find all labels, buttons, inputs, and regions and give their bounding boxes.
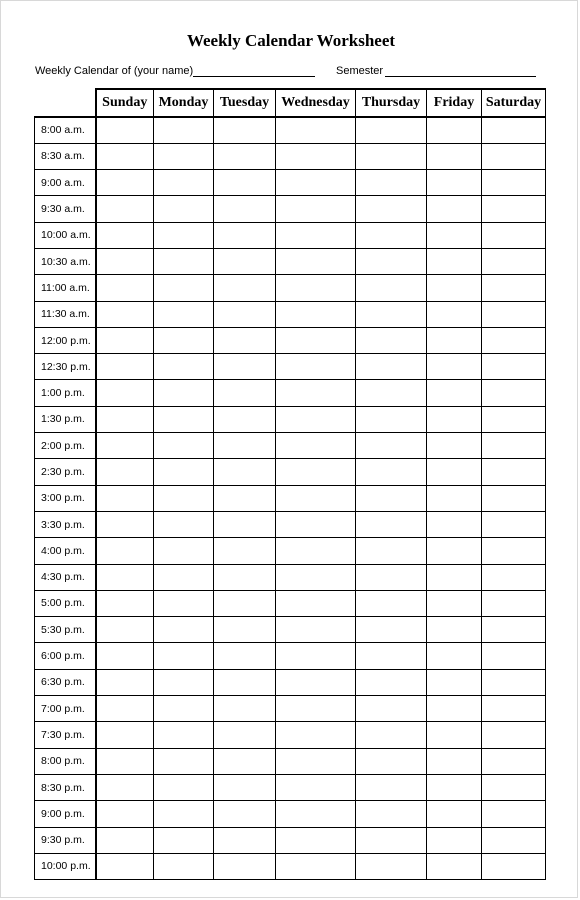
calendar-cell-sunday[interactable] [96,827,154,853]
calendar-cell-wednesday[interactable] [276,222,356,248]
calendar-cell-saturday[interactable] [482,143,546,169]
calendar-cell-thursday[interactable] [356,538,427,564]
calendar-cell-monday[interactable] [154,511,214,537]
time-label: 10:30 a.m. [35,248,96,274]
calendar-cell-saturday[interactable] [482,354,546,380]
calendar-cell-monday[interactable] [154,538,214,564]
time-label: 5:30 p.m. [35,617,96,643]
calendar-cell-tuesday[interactable] [214,696,276,722]
calendar-cell-saturday[interactable] [482,170,546,196]
calendar-cell-saturday[interactable] [482,511,546,537]
time-row [35,248,546,274]
calendar-cell-saturday[interactable] [482,696,546,722]
calendar-cell-saturday[interactable] [482,459,546,485]
day-header-wednesday: Wednesday [276,89,356,117]
calendar-cell-tuesday[interactable] [214,248,276,274]
calendar-cell-sunday[interactable] [96,722,154,748]
time-label: 12:30 p.m. [35,354,96,380]
calendar-cell-wednesday[interactable] [276,617,356,643]
calendar-cell-thursday[interactable] [356,774,427,800]
calendar-cell-monday[interactable] [154,643,214,669]
calendar-cell-sunday[interactable] [96,117,154,143]
calendar-cell-friday[interactable] [427,170,482,196]
calendar-cell-sunday[interactable] [96,196,154,222]
day-header-saturday: Saturday [482,89,546,117]
calendar-cell-sunday[interactable] [96,301,154,327]
calendar-cell-sunday[interactable] [96,248,154,274]
calendar-cell-thursday[interactable] [356,511,427,537]
calendar-cell-thursday[interactable] [356,748,427,774]
calendar-cell-wednesday[interactable] [276,170,356,196]
calendar-cell-tuesday[interactable] [214,511,276,537]
calendar-cell-friday[interactable] [427,222,482,248]
calendar-cell-monday[interactable] [154,433,214,459]
calendar-cell-tuesday[interactable] [214,222,276,248]
calendar-cell-friday[interactable] [427,406,482,432]
calendar-cell-tuesday[interactable] [214,275,276,301]
time-row [35,511,546,537]
calendar-cell-thursday[interactable] [356,485,427,511]
time-row [35,354,546,380]
time-label: 6:30 p.m. [35,669,96,695]
calendar-cell-monday[interactable] [154,748,214,774]
time-label: 5:00 p.m. [35,590,96,616]
calendar-cell-sunday[interactable] [96,511,154,537]
calendar-cell-friday[interactable] [427,327,482,353]
calendar-cell-tuesday[interactable] [214,406,276,432]
calendar-cell-monday[interactable] [154,380,214,406]
calendar-cell-friday[interactable] [427,275,482,301]
calendar-cell-saturday[interactable] [482,327,546,353]
calendar-cell-tuesday[interactable] [214,643,276,669]
calendar-cell-saturday[interactable] [482,248,546,274]
time-row [35,327,546,353]
calendar-cell-monday[interactable] [154,564,214,590]
calendar-cell-friday[interactable] [427,143,482,169]
calendar-cell-wednesday[interactable] [276,696,356,722]
calendar-cell-sunday[interactable] [96,222,154,248]
calendar-cell-monday[interactable] [154,774,214,800]
time-row [35,433,546,459]
time-label: 11:30 a.m. [35,301,96,327]
time-row [35,590,546,616]
calendar-cell-monday[interactable] [154,853,214,879]
calendar-cell-sunday[interactable] [96,433,154,459]
day-header-monday: Monday [154,89,214,117]
time-row [35,722,546,748]
calendar-cell-monday[interactable] [154,696,214,722]
time-label: 4:00 p.m. [35,538,96,564]
time-row [35,117,546,143]
time-row [35,617,546,643]
calendar-cell-thursday[interactable] [356,590,427,616]
calendar-cell-thursday[interactable] [356,143,427,169]
calendar-cell-saturday[interactable] [482,485,546,511]
calendar-cell-wednesday[interactable] [276,485,356,511]
calendar-cell-tuesday[interactable] [214,354,276,380]
calendar-cell-friday[interactable] [427,433,482,459]
semester-field-label: Semester [336,65,384,77]
calendar-cell-sunday[interactable] [96,459,154,485]
calendar-cell-saturday[interactable] [482,117,546,143]
day-header-friday: Friday [427,89,482,117]
calendar-cell-saturday[interactable] [482,222,546,248]
calendar-cell-monday[interactable] [154,248,214,274]
calendar-cell-monday[interactable] [154,354,214,380]
calendar-cell-tuesday[interactable] [214,459,276,485]
name-field-line[interactable] [193,76,315,77]
calendar-cell-wednesday[interactable] [276,774,356,800]
time-label: 9:30 p.m. [35,827,96,853]
time-row [35,143,546,169]
calendar-cell-thursday[interactable] [356,196,427,222]
day-header-tuesday: Tuesday [214,89,276,117]
time-label: 10:00 p.m. [35,853,96,879]
calendar-cell-thursday[interactable] [356,406,427,432]
calendar-cell-tuesday[interactable] [214,327,276,353]
calendar-cell-tuesday[interactable] [214,617,276,643]
calendar-cell-saturday[interactable] [482,538,546,564]
calendar-cell-saturday[interactable] [482,827,546,853]
calendar-cell-thursday[interactable] [356,853,427,879]
calendar-cell-monday[interactable] [154,196,214,222]
time-label: 2:00 p.m. [35,433,96,459]
calendar-cell-thursday[interactable] [356,275,427,301]
time-row [35,222,546,248]
time-label: 9:00 a.m. [35,170,96,196]
time-row [35,774,546,800]
calendar-cell-friday[interactable] [427,354,482,380]
calendar-cell-tuesday[interactable] [214,827,276,853]
calendar-cell-thursday[interactable] [356,248,427,274]
calendar-cell-saturday[interactable] [482,774,546,800]
calendar-cell-thursday[interactable] [356,222,427,248]
calendar-cell-friday[interactable] [427,696,482,722]
calendar-cell-thursday[interactable] [356,643,427,669]
calendar-cell-monday[interactable] [154,669,214,695]
calendar-cell-tuesday[interactable] [214,117,276,143]
calendar-cell-sunday[interactable] [96,669,154,695]
calendar-cell-friday[interactable] [427,248,482,274]
calendar-cell-friday[interactable] [427,722,482,748]
calendar-cell-wednesday[interactable] [276,564,356,590]
calendar-cell-wednesday[interactable] [276,406,356,432]
calendar-cell-friday[interactable] [427,459,482,485]
calendar-cell-saturday[interactable] [482,196,546,222]
calendar-cell-tuesday[interactable] [214,301,276,327]
time-label: 8:30 a.m. [35,143,96,169]
calendar-cell-wednesday[interactable] [276,301,356,327]
calendar-cell-monday[interactable] [154,275,214,301]
calendar-cell-friday[interactable] [427,117,482,143]
calendar-cell-wednesday[interactable] [276,380,356,406]
calendar-cell-friday[interactable] [427,669,482,695]
calendar-cell-saturday[interactable] [482,433,546,459]
calendar-cell-wednesday[interactable] [276,248,356,274]
calendar-cell-tuesday[interactable] [214,669,276,695]
time-row [35,643,546,669]
calendar-cell-monday[interactable] [154,143,214,169]
time-label: 6:00 p.m. [35,643,96,669]
calendar-cell-sunday[interactable] [96,538,154,564]
calendar-cell-sunday[interactable] [96,801,154,827]
calendar-cell-sunday[interactable] [96,696,154,722]
time-row [35,827,546,853]
calendar-cell-monday[interactable] [154,617,214,643]
time-row [35,564,546,590]
calendar-cell-wednesday[interactable] [276,275,356,301]
calendar-cell-thursday[interactable] [356,617,427,643]
calendar-cell-sunday[interactable] [96,406,154,432]
semester-field-line[interactable] [385,76,536,77]
calendar-cell-friday[interactable] [427,853,482,879]
calendar-cell-saturday[interactable] [482,722,546,748]
name-field-label: Weekly Calendar of (your name) [35,65,194,77]
calendar-cell-sunday[interactable] [96,748,154,774]
time-row [35,196,546,222]
time-label: 7:30 p.m. [35,722,96,748]
calendar-cell-wednesday[interactable] [276,327,356,353]
time-label: 9:00 p.m. [35,801,96,827]
calendar-cell-wednesday[interactable] [276,196,356,222]
calendar-cell-monday[interactable] [154,722,214,748]
calendar-cell-sunday[interactable] [96,275,154,301]
calendar-cell-tuesday[interactable] [214,774,276,800]
calendar-cell-sunday[interactable] [96,774,154,800]
calendar-cell-saturday[interactable] [482,853,546,879]
time-row [35,170,546,196]
time-row [35,301,546,327]
calendar-cell-tuesday[interactable] [214,380,276,406]
calendar-cell-sunday[interactable] [96,485,154,511]
time-label: 4:30 p.m. [35,564,96,590]
calendar-cell-monday[interactable] [154,485,214,511]
time-label: 1:30 p.m. [35,406,96,432]
calendar-cell-thursday[interactable] [356,827,427,853]
calendar-cell-saturday[interactable] [482,801,546,827]
calendar-cell-friday[interactable] [427,748,482,774]
calendar-cell-thursday[interactable] [356,170,427,196]
time-row [35,801,546,827]
time-row [35,485,546,511]
calendar-cell-sunday[interactable] [96,170,154,196]
calendar-cell-sunday[interactable] [96,380,154,406]
time-row [35,459,546,485]
time-label: 3:30 p.m. [35,511,96,537]
calendar-cell-thursday[interactable] [356,117,427,143]
weekly-calendar-table [34,88,546,880]
time-row [35,696,546,722]
calendar-cell-thursday[interactable] [356,380,427,406]
time-label: 9:30 a.m. [35,196,96,222]
calendar-cell-wednesday[interactable] [276,117,356,143]
calendar-cell-friday[interactable] [427,301,482,327]
calendar-cell-sunday[interactable] [96,853,154,879]
calendar-cell-tuesday[interactable] [214,538,276,564]
calendar-cell-monday[interactable] [154,327,214,353]
calendar-cell-saturday[interactable] [482,406,546,432]
calendar-cell-wednesday[interactable] [276,511,356,537]
calendar-cell-friday[interactable] [427,380,482,406]
calendar-cell-wednesday[interactable] [276,433,356,459]
calendar-cell-sunday[interactable] [96,327,154,353]
time-label: 8:00 p.m. [35,748,96,774]
calendar-cell-tuesday[interactable] [214,143,276,169]
time-row [35,406,546,432]
calendar-cell-friday[interactable] [427,827,482,853]
calendar-cell-friday[interactable] [427,617,482,643]
time-label: 3:00 p.m. [35,485,96,511]
calendar-cell-wednesday[interactable] [276,827,356,853]
calendar-cell-tuesday[interactable] [214,590,276,616]
calendar-cell-thursday[interactable] [356,459,427,485]
calendar-cell-wednesday[interactable] [276,538,356,564]
page-title: Weekly Calendar Worksheet [186,31,396,50]
calendar-cell-tuesday[interactable] [214,196,276,222]
time-label: 8:30 p.m. [35,774,96,800]
calendar-cell-friday[interactable] [427,485,482,511]
calendar-cell-thursday[interactable] [356,354,427,380]
calendar-cell-sunday[interactable] [96,617,154,643]
calendar-cell-wednesday[interactable] [276,590,356,616]
time-row [35,748,546,774]
day-header-row [35,89,546,117]
calendar-cell-monday[interactable] [154,170,214,196]
calendar-cell-monday[interactable] [154,301,214,327]
calendar-cell-monday[interactable] [154,117,214,143]
calendar-cell-friday[interactable] [427,196,482,222]
time-row [35,538,546,564]
calendar-cell-saturday[interactable] [482,275,546,301]
calendar-cell-thursday[interactable] [356,669,427,695]
calendar-cell-monday[interactable] [154,459,214,485]
calendar-cell-monday[interactable] [154,222,214,248]
time-row [35,669,546,695]
calendar-cell-tuesday[interactable] [214,170,276,196]
calendar-cell-thursday[interactable] [356,301,427,327]
calendar-cell-saturday[interactable] [482,590,546,616]
calendar-cell-saturday[interactable] [482,748,546,774]
calendar-cell-wednesday[interactable] [276,853,356,879]
calendar-cell-thursday[interactable] [356,327,427,353]
time-label: 1:00 p.m. [35,380,96,406]
calendar-cell-wednesday[interactable] [276,722,356,748]
calendar-cell-friday[interactable] [427,590,482,616]
calendar-cell-wednesday[interactable] [276,748,356,774]
calendar-cell-wednesday[interactable] [276,801,356,827]
day-header-thursday: Thursday [356,89,427,117]
calendar-cell-wednesday[interactable] [276,459,356,485]
time-row [35,275,546,301]
calendar-cell-monday[interactable] [154,827,214,853]
calendar-cell-sunday[interactable] [96,354,154,380]
time-label: 7:00 p.m. [35,696,96,722]
calendar-cell-tuesday[interactable] [214,748,276,774]
calendar-cell-friday[interactable] [427,643,482,669]
time-label: 2:30 p.m. [35,459,96,485]
calendar-cell-saturday[interactable] [482,301,546,327]
time-label: 12:00 p.m. [35,327,96,353]
calendar-cell-saturday[interactable] [482,617,546,643]
calendar-cell-tuesday[interactable] [214,564,276,590]
calendar-cell-sunday[interactable] [96,643,154,669]
calendar-cell-monday[interactable] [154,406,214,432]
calendar-body [35,117,546,880]
calendar-cell-wednesday[interactable] [276,143,356,169]
calendar-cell-monday[interactable] [154,590,214,616]
time-row [35,853,546,879]
calendar-cell-monday[interactable] [154,801,214,827]
time-row [35,380,546,406]
calendar-cell-saturday[interactable] [482,643,546,669]
calendar-cell-saturday[interactable] [482,669,546,695]
calendar-cell-tuesday[interactable] [214,485,276,511]
time-label: 10:00 a.m. [35,222,96,248]
calendar-cell-thursday[interactable] [356,801,427,827]
time-label: 8:00 a.m. [35,117,96,143]
calendar-cell-friday[interactable] [427,774,482,800]
calendar-cell-sunday[interactable] [96,564,154,590]
day-header-sunday: Sunday [96,89,154,117]
calendar-cell-thursday[interactable] [356,433,427,459]
calendar-cell-friday[interactable] [427,511,482,537]
time-label: 11:00 a.m. [35,275,96,301]
calendar-cell-sunday[interactable] [96,143,154,169]
corner-cell [35,89,96,117]
calendar-cell-saturday[interactable] [482,380,546,406]
calendar-cell-friday[interactable] [427,538,482,564]
calendar-cell-tuesday[interactable] [214,801,276,827]
calendar-cell-wednesday[interactable] [276,354,356,380]
calendar-cell-wednesday[interactable] [276,669,356,695]
calendar-cell-thursday[interactable] [356,722,427,748]
calendar-cell-friday[interactable] [427,564,482,590]
calendar-cell-tuesday[interactable] [214,722,276,748]
calendar-cell-friday[interactable] [427,801,482,827]
calendar-cell-tuesday[interactable] [214,853,276,879]
calendar-cell-thursday[interactable] [356,564,427,590]
calendar-cell-sunday[interactable] [96,590,154,616]
calendar-cell-saturday[interactable] [482,564,546,590]
header-fields [35,65,545,79]
calendar-cell-thursday[interactable] [356,696,427,722]
calendar-cell-wednesday[interactable] [276,643,356,669]
calendar-cell-tuesday[interactable] [214,433,276,459]
